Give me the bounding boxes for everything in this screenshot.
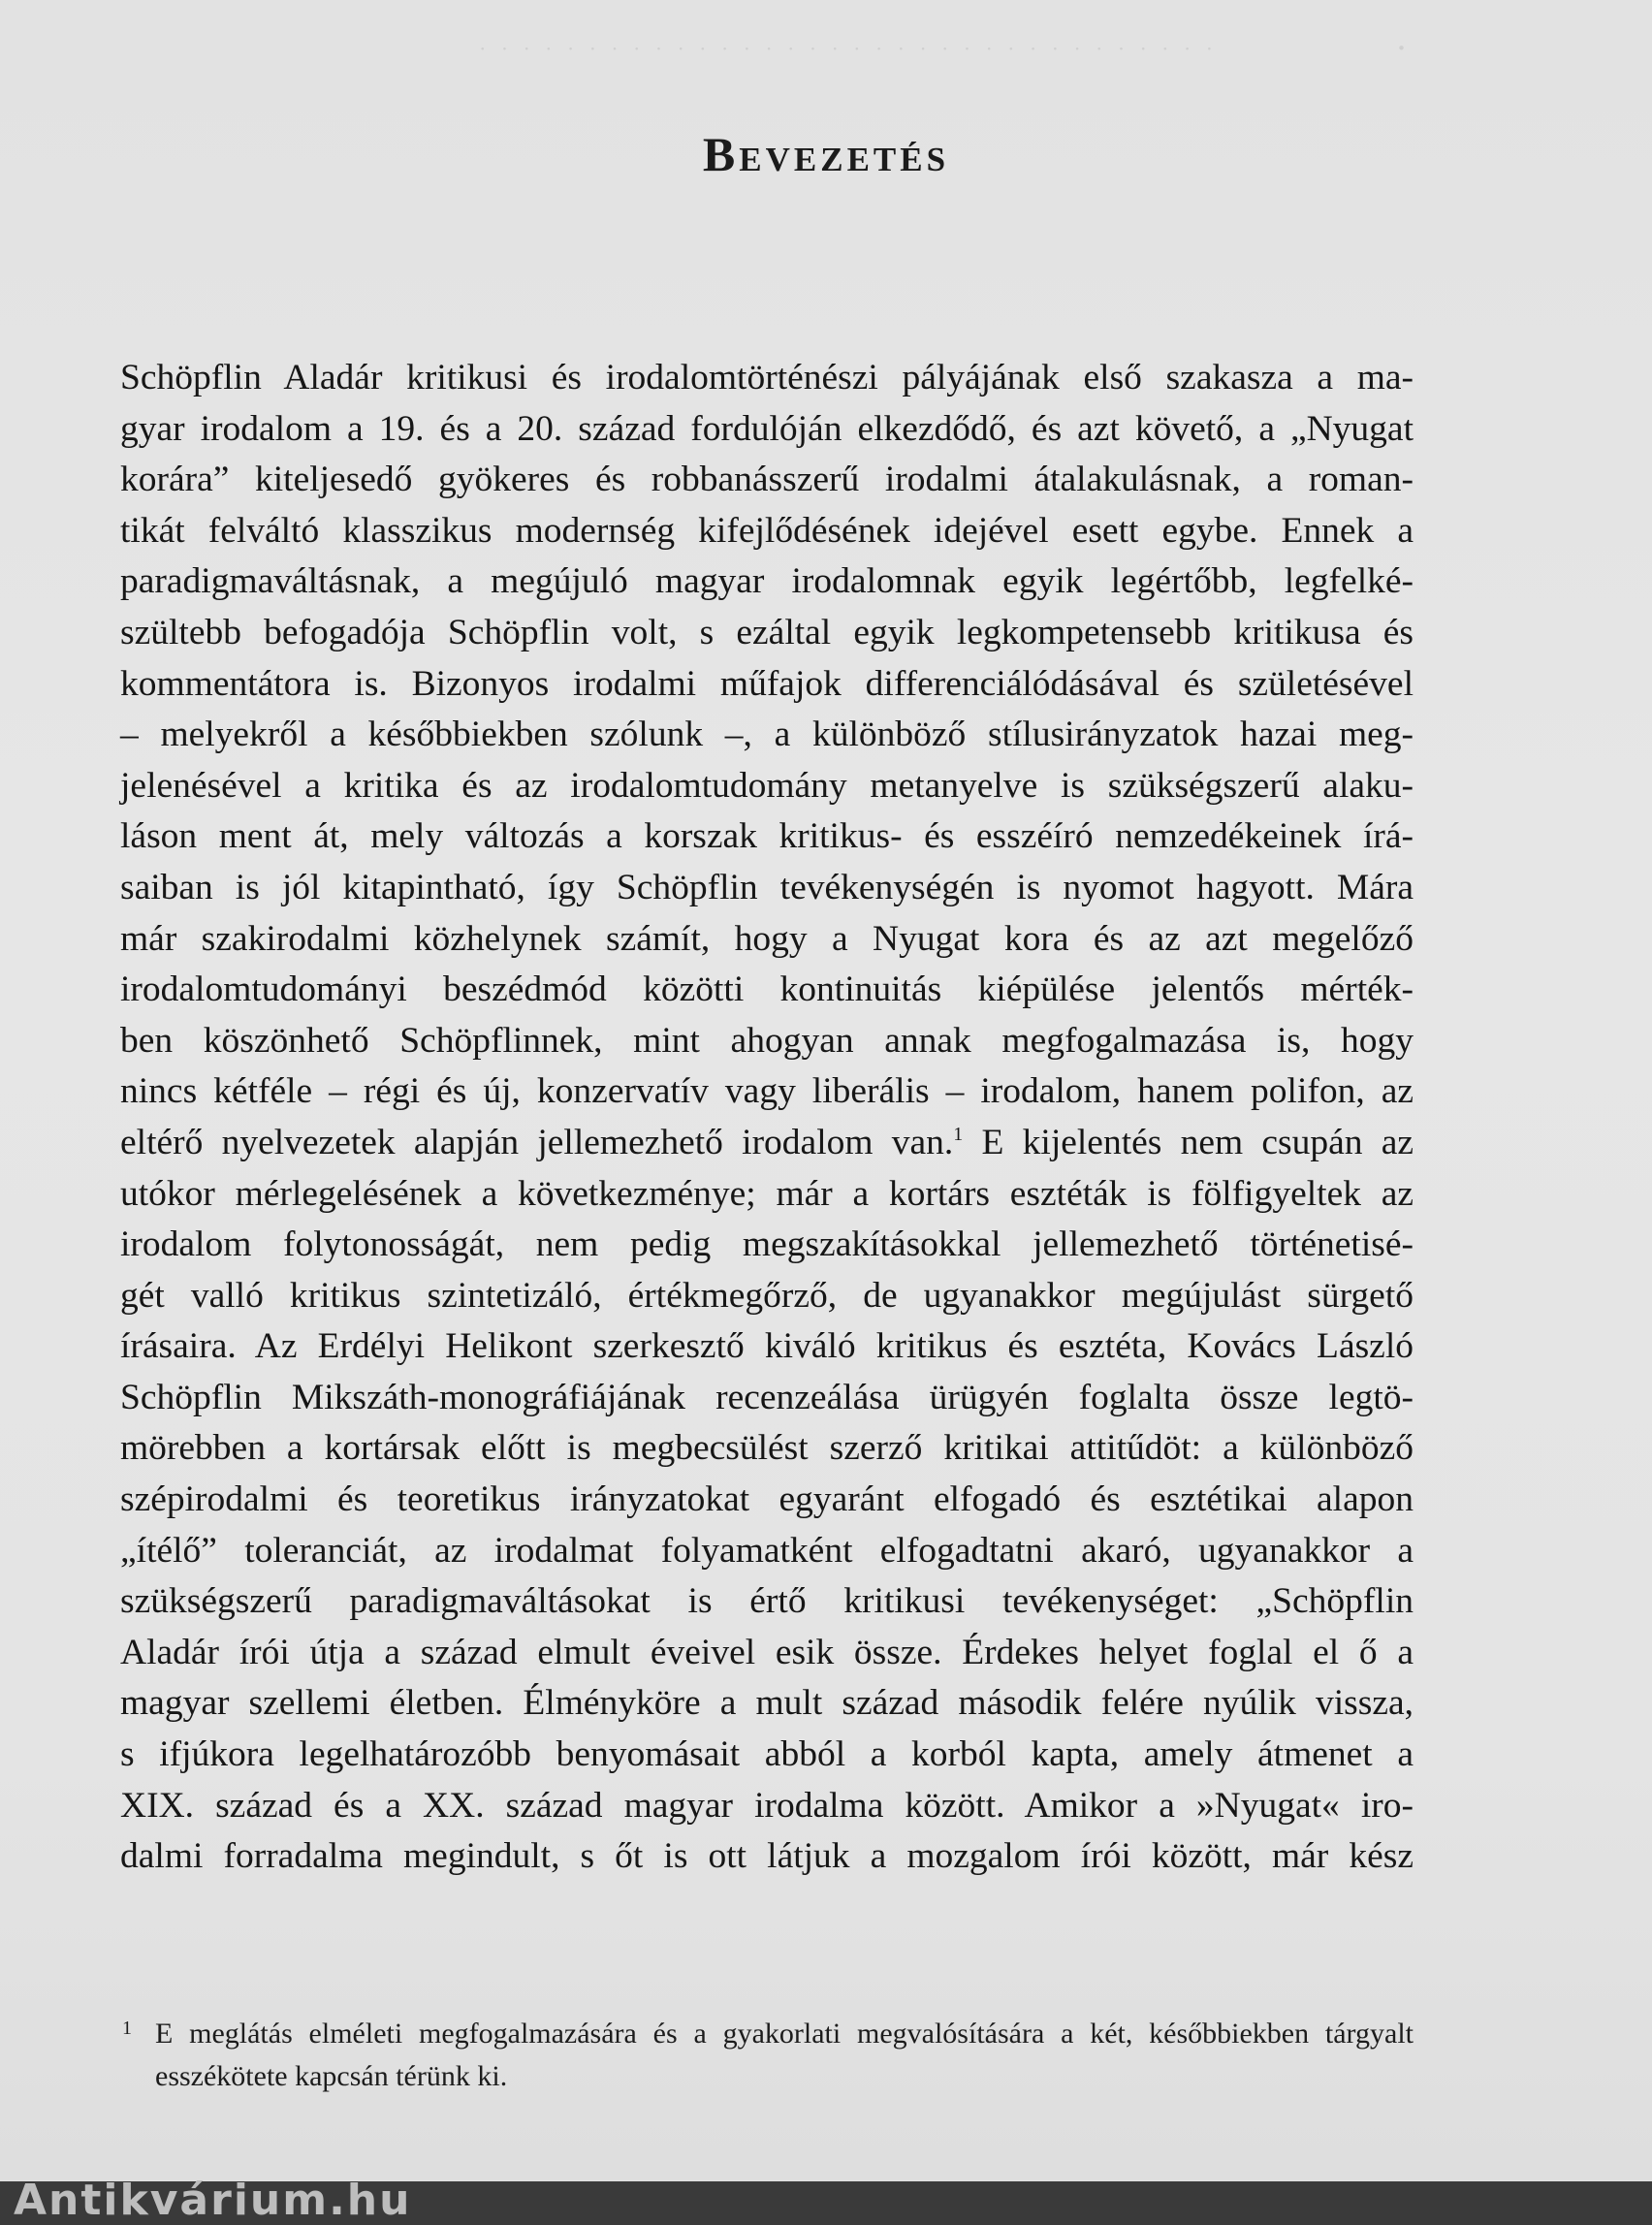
bleed-through-header: · · · · · · · · · · · · · · · · · · · · · · · · · · · · · · · · · · <box>474 37 1213 60</box>
text-line: Schöpflin Aladár kritikusi és irodalomtörténészi pályájának első szakasza a ma- <box>120 358 1414 397</box>
text-line: – melyekről a későbbiekben szólunk –, a különböző stílusirányzatok hazai meg- <box>120 715 1414 755</box>
text-line: Schöpflin Mikszáth-monográfiájának recenzeálása ürügyén foglalta össze legtö- <box>120 1377 1414 1417</box>
text-line-with-footnote <box>120 1118 1414 1169</box>
text-line: tikát felváltó klasszikus modernség kifejlődésének idejével esett egybe. Ennek a <box>120 510 1414 551</box>
text-line: mörebben a kortársak előtt is megbecsülést szerző kritikai attitűdöt: a különböző <box>120 1428 1414 1469</box>
body-paragraph <box>120 353 1414 1883</box>
chapter-title: Bevezetés <box>702 127 950 181</box>
text-line: korára” kiteljesedő gyökeres és robbanásszerű irodalmi átalakulásnak, a roman- <box>120 460 1414 500</box>
text-line: utókor mérlegelésének a következménye; már a kortárs esztéták is fölfigyeltek az <box>120 1173 1414 1214</box>
watermark <box>0 2176 1652 2225</box>
text-line: gét valló kritikus szintetizáló, értékmegőrző, de ugyanakkor megújulást sürgető <box>120 1275 1414 1316</box>
text-line: Aladár írói útja a század elmult éveivel esik össze. Érdekes helyet foglal el ő a <box>120 1632 1414 1672</box>
text-line: XIX. század és a XX. század magyar irodalma között. Amikor a »Nyugat« iro- <box>120 1785 1414 1826</box>
text-line: már szakirodalmi közhelynek számít, hogy a Nyugat kora és az azt megelőző <box>120 918 1414 959</box>
text-line: nincs kétféle – régi és új, konzervatív vagy liberális – irodalom, hanem polifon, az <box>120 1071 1414 1112</box>
text-line: szükségszerű paradigmaváltásokat is értő kritikusi tevékenységet: „Schöpflin <box>120 1581 1414 1622</box>
text-line: irodalomtudományi beszédmód közötti kontinuitás kiépülése jelentős mérték- <box>120 969 1414 1010</box>
footnote-line: esszékötete kapcsán térünk ki. <box>155 2060 508 2092</box>
text-line: irodalom folytonosságát, nem pedig megszakításokkal jellemezhető történetisé- <box>120 1224 1414 1265</box>
footnote <box>120 2013 1414 2098</box>
footnote-line: E meglátás elméleti megfogalmazására és a gyakorlati megvalósítására a két, későbbiekben tárgyalt <box>155 2018 1414 2050</box>
text-line: kommentátora is. Bizonyos irodalmi műfajok differenciálódásával és születésével <box>120 663 1414 704</box>
text-line: jelenésével a kritika és az irodalomtudomány metanyelve is szükségszerű alaku- <box>120 765 1414 806</box>
text-line: szépirodalmi és teoretikus irányzatokat egyaránt elfogadó és esztétikai alapon <box>120 1479 1414 1520</box>
footnote-text <box>155 2013 1414 2098</box>
text-line: ben köszönhető Schöpflinnek, mint ahogyan annak megfogalmazása is, hogy <box>120 1020 1414 1061</box>
text-line: saiban is jól kitapintható, így Schöpflin tevékenységén is nyomot hagyott. Mára <box>120 867 1414 907</box>
footnote-number: 1 <box>122 2018 132 2039</box>
watermark-text: Antikvárium.hu <box>14 2176 412 2225</box>
text-segment: eltérő nyelvezetek alapján jellemezhető irodalom van. <box>120 1122 954 1162</box>
bleed-through-page-number: · <box>1396 29 1407 68</box>
text-line: magyar szellemi életben. Élménykörе a mult század második felére nyúlik vissza, <box>120 1683 1414 1724</box>
footnote-reference[interactable]: 1 <box>953 1123 964 1145</box>
text-line: láson ment át, mely változás a korszak kritikus- és esszéíró nemzedékeinek írá- <box>120 816 1414 857</box>
text-line: írásaira. Az Erdélyi Helikont szerkesztő kiváló kritikus és esztéta, Kovács László <box>120 1326 1414 1367</box>
text-segment: E kijelentés nem csupán az <box>963 1122 1414 1162</box>
text-line: szültebb befogadója Schöpflin volt, s ezáltal egyik legkompetensebb kritikusa és <box>120 612 1414 652</box>
text-line: s ifjúkora legelhatározóbb benyomásait abból a korból kapta, amely átmenet a <box>120 1734 1414 1775</box>
text-line: dalmi forradalma megindult, s őt is ott látjuk a mozgalom írói között, már kész <box>120 1836 1414 1877</box>
text-line: „ítélő” toleranciát, az irodalmat folyamatként elfogadtatni akaró, ugyanakkor a <box>120 1530 1414 1571</box>
text-line: paradigmaváltásnak, a megújuló magyar irodalomnak egyik legértőbb, legfelké- <box>120 561 1414 602</box>
text-line: gyar irodalom a 19. és a 20. század fordulóján elkezdődő, és azt követő, a „Nyugat <box>120 408 1414 449</box>
